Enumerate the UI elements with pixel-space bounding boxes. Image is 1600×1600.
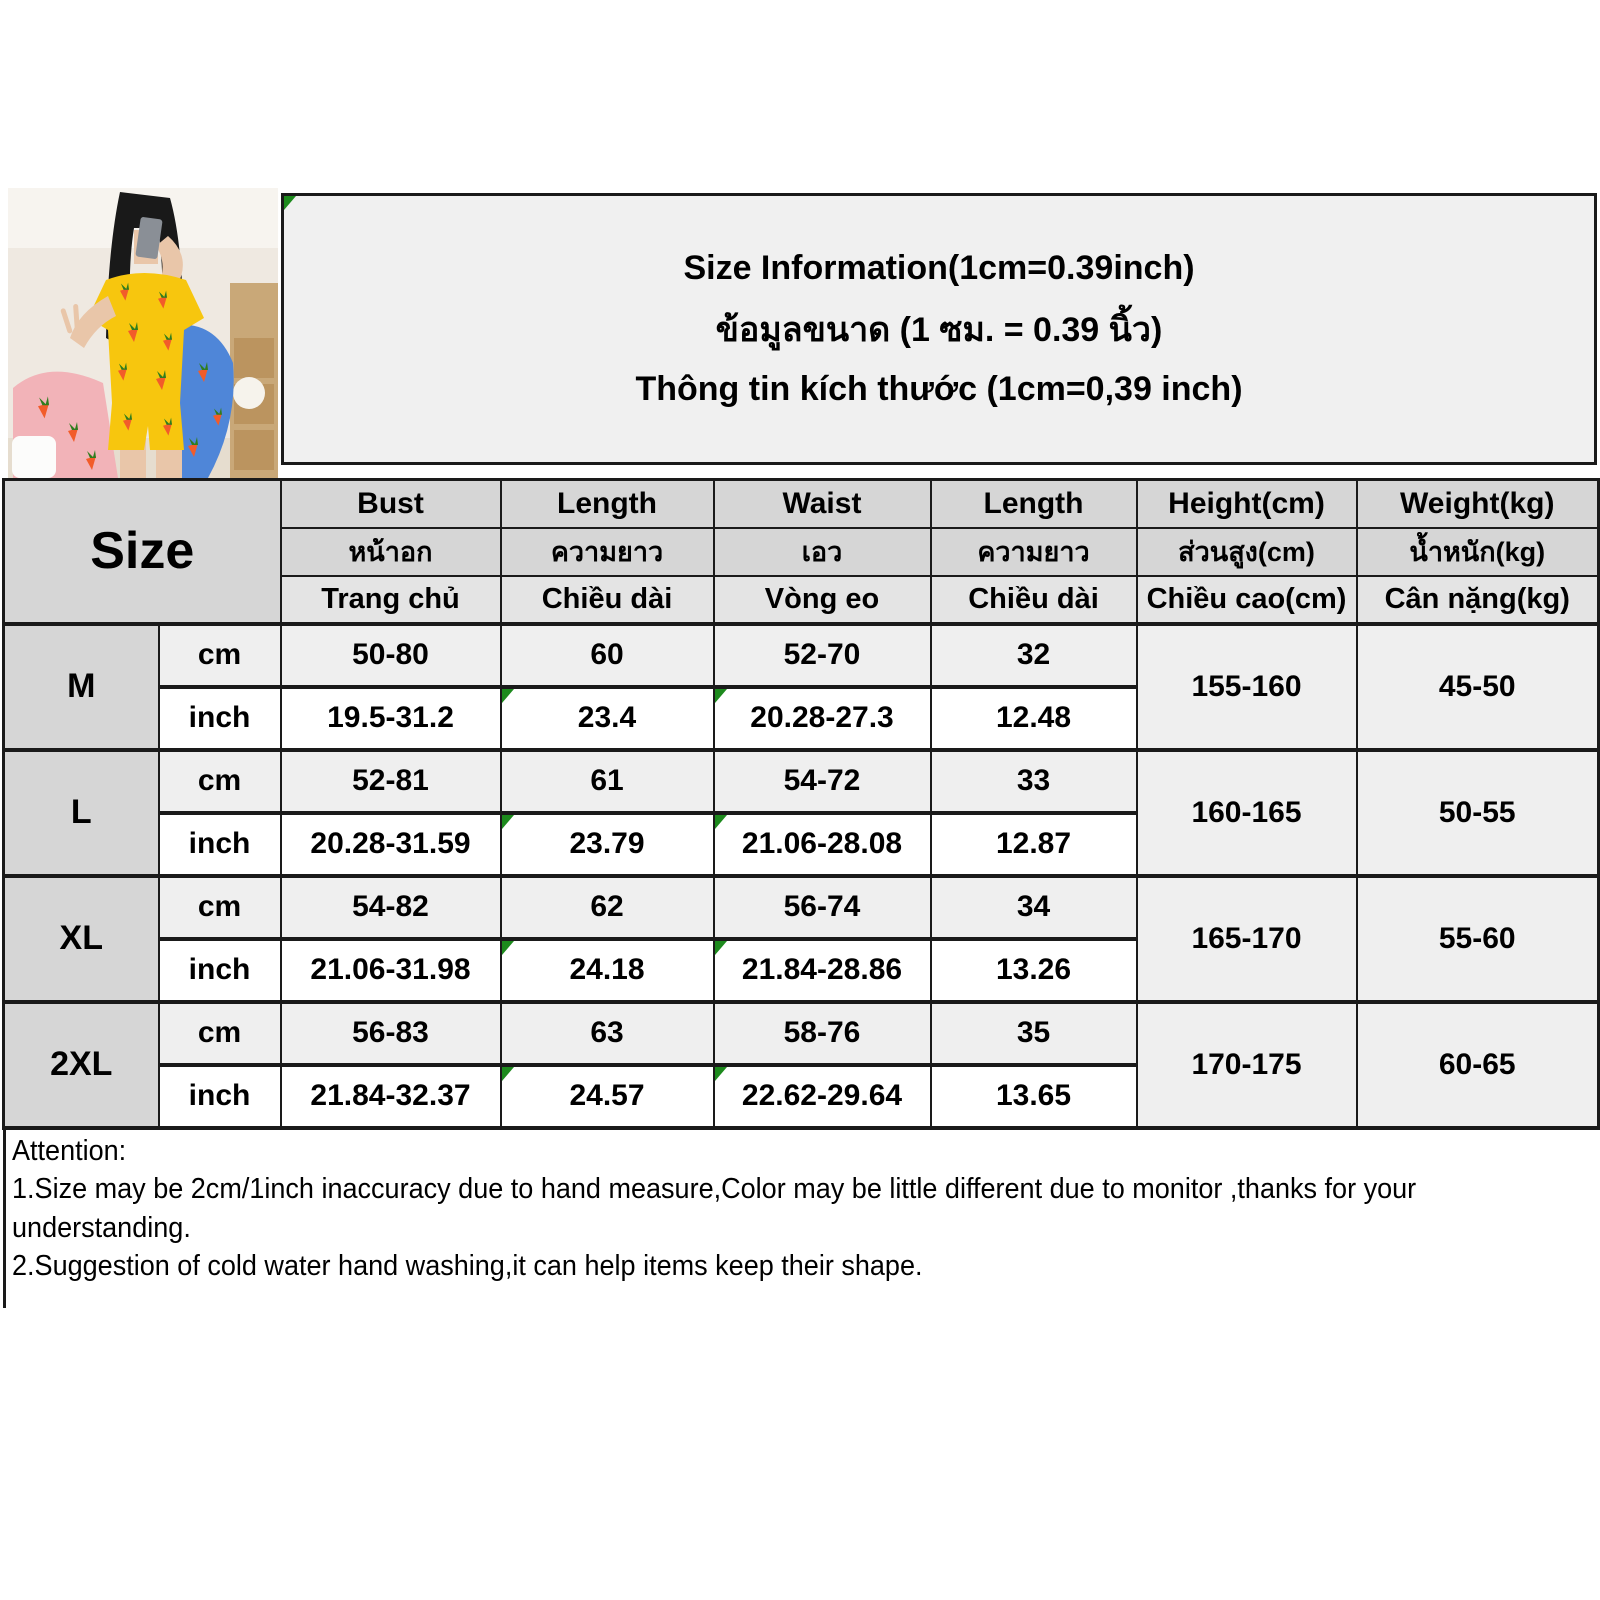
header-length2-en: Length [931,480,1137,528]
size-label-m: M [4,624,159,750]
green-flag-icon [502,815,514,829]
title-vietnamese: Thông tin kích thước (1cm=0,39 inch) [635,370,1243,408]
green-flag-icon [715,689,727,703]
data-cell-weight: 55-60 [1357,876,1599,1002]
data-cell: 32 [931,624,1137,687]
data-cell: 54-72 [714,750,931,813]
attention-section [3,1128,1597,1308]
size-label-2xl: 2XL [4,1002,159,1128]
data-cell: 13.65 [931,1065,1137,1128]
data-cell-height: 170-175 [1137,1002,1357,1128]
header-bust-en: Bust [281,480,501,528]
data-cell-weight: 50-55 [1357,750,1599,876]
attention-note-1: 1.Size may be 2cm/1inch inaccuracy due to hand measure,Color may be little different due to monitor ,thanks for your understanding. [12,1173,1417,1244]
unit-cm: cm [159,624,281,687]
header-length-vi: Chiều dài [501,576,714,624]
green-flag-icon [715,941,727,955]
size-header-cell: Size [4,480,281,624]
header-weight-vi: Cân nặng(kg) [1357,576,1599,624]
header-length2-vi: Chiều dài [931,576,1137,624]
green-flag-icon [502,689,514,703]
header-length2-th: ความยาว [931,528,1137,576]
data-cell: 52-81 [281,750,501,813]
data-cell: 56-74 [714,876,931,939]
data-cell: 21.84-32.37 [281,1065,501,1128]
data-cell-height: 165-170 [1137,876,1357,1002]
product-photo [8,188,278,478]
size-label-l: L [4,750,159,876]
data-cell: 21.06-28.08 [714,813,931,876]
data-cell: 19.5-31.2 [281,687,501,750]
data-cell: 52-70 [714,624,931,687]
data-cell: 54-82 [281,876,501,939]
header-weight-th: น้ำหนัก(kg) [1357,528,1599,576]
title-english: Size Information(1cm=0.39inch) [683,249,1195,287]
data-cell: 63 [501,1002,714,1065]
data-cell: 23.4 [501,687,714,750]
unit-inch: inch [159,813,281,876]
header-weight-en: Weight(kg) [1357,480,1599,528]
size-information-header [281,193,1597,465]
green-flag-icon [502,941,514,955]
data-cell: 50-80 [281,624,501,687]
data-cell: 21.84-28.86 [714,939,931,1002]
title-thai: ข้อมูลขนาด (1 ซม. = 0.39 นิ้ว) [715,311,1163,349]
data-cell: 24.57 [501,1065,714,1128]
data-cell: 24.18 [501,939,714,1002]
header-waist-vi: Vòng eo [714,576,931,624]
data-cell: 23.79 [501,813,714,876]
data-cell: 20.28-27.3 [714,687,931,750]
data-cell: 12.87 [931,813,1137,876]
header-waist-th: เอว [714,528,931,576]
data-cell: 33 [931,750,1137,813]
data-cell: 60 [501,624,714,687]
green-flag-icon [502,1067,514,1081]
data-cell: 35 [931,1002,1137,1065]
data-cell-height: 155-160 [1137,624,1357,750]
data-cell: 61 [501,750,714,813]
green-flag-icon [715,815,727,829]
unit-inch: inch [159,687,281,750]
data-cell: 56-83 [281,1002,501,1065]
data-cell-height: 160-165 [1137,750,1357,876]
header-length-en: Length [501,480,714,528]
unit-cm: cm [159,750,281,813]
header-length-th: ความยาว [501,528,714,576]
data-cell: 12.48 [931,687,1137,750]
header-height-th: ส่วนสูง(cm) [1137,528,1357,576]
unit-inch: inch [159,939,281,1002]
data-cell: 34 [931,876,1137,939]
header-bust-vi: Trang chủ [281,576,501,624]
data-cell: 22.62-29.64 [714,1065,931,1128]
header-waist-en: Waist [714,480,931,528]
header-height-en: Height(cm) [1137,480,1357,528]
data-cell: 58-76 [714,1002,931,1065]
data-cell: 13.26 [931,939,1137,1002]
unit-inch: inch [159,1065,281,1128]
data-cell-weight: 45-50 [1357,624,1599,750]
data-cell: 62 [501,876,714,939]
attention-note-2: 2.Suggestion of cold water hand washing,it can help items keep their shape. [12,1249,923,1282]
unit-cm: cm [159,876,281,939]
green-flag-icon [715,1067,727,1081]
product-photo-illustration [8,188,278,478]
unit-cm: cm [159,1002,281,1065]
data-cell: 21.06-31.98 [281,939,501,1002]
size-label-xl: XL [4,876,159,1002]
header-height-vi: Chiều cao(cm) [1137,576,1357,624]
data-cell: 20.28-31.59 [281,813,501,876]
header-bust-th: หน้าอก [281,528,501,576]
data-cell-weight: 60-65 [1357,1002,1599,1128]
attention-heading: Attention: [12,1135,127,1167]
green-flag-icon [284,196,296,210]
size-table [2,478,1600,1130]
